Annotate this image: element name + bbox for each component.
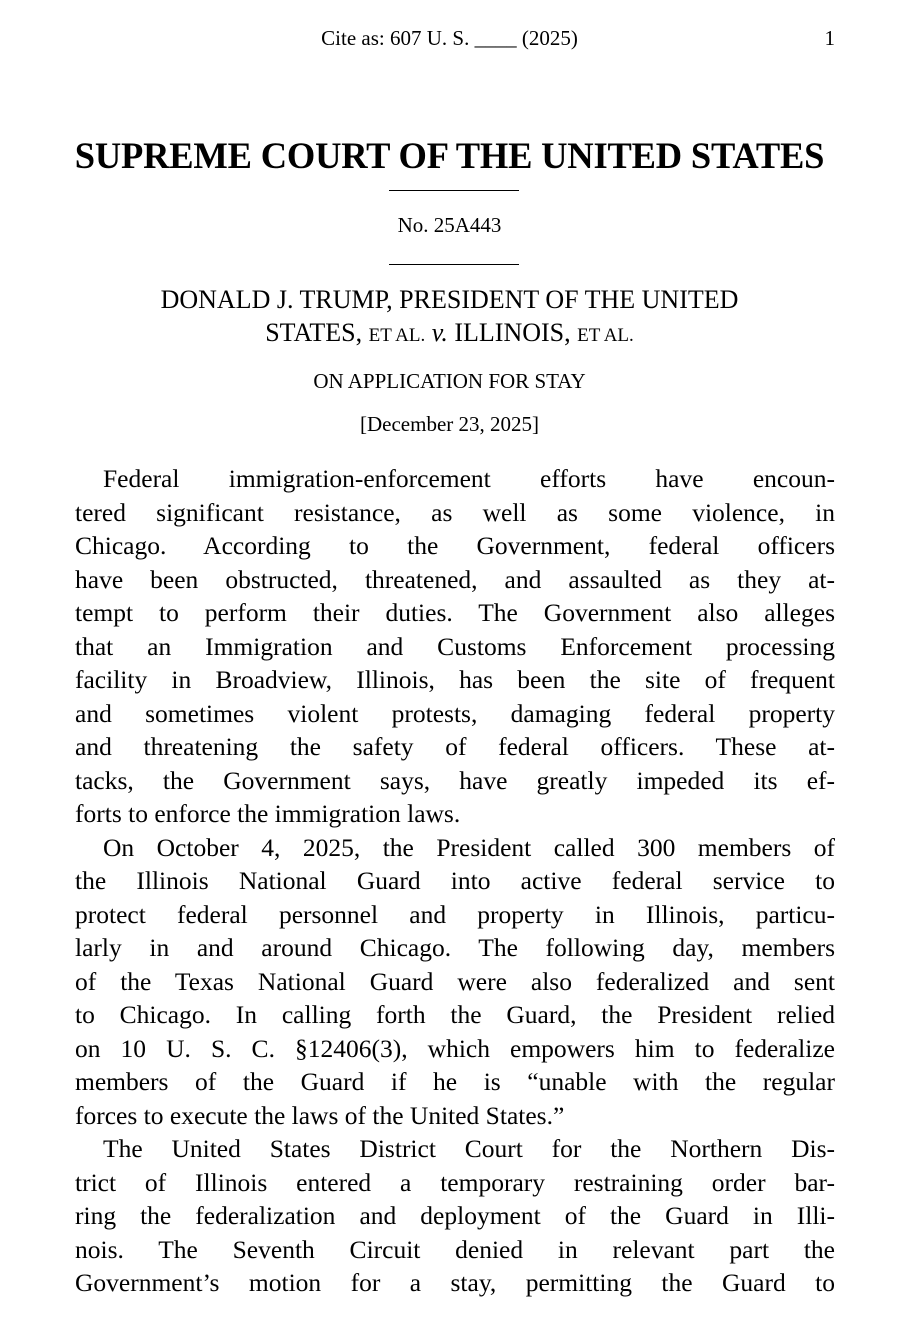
text-line: and sometimes violent protests, damaging federal property (75, 698, 835, 728)
caption-line-2 (0, 316, 899, 352)
text-line: tempt to perform their duties. The Government also alleges (75, 598, 835, 627)
decision-date: [December 23, 2025] (359, 412, 539, 436)
text-line: forts to enforce the immigration laws. (75, 799, 461, 828)
citation: Cite as: 607 U. S. ____ (2025) (321, 26, 578, 50)
text-line: tered significant resistance, as well as some violence, in (75, 497, 835, 527)
text-line: forces to execute the laws of the United States.” (75, 1100, 565, 1130)
text-line: and threatening the safety of federal officers. These at- (75, 732, 835, 761)
text-line: Federal immigration-enforcement efforts have encoun- (103, 464, 835, 493)
text-line: of the Texas National Guard were also federalized and sent (75, 966, 835, 996)
divider-rule (389, 190, 519, 191)
page-number: 1 (824, 26, 835, 50)
caption-line-1: DONALD J. TRUMP, PRESIDENT OF THE UNITED (160, 285, 739, 314)
text-line: on 10 U. S. C. §12406(3), which empowers him to federalize (75, 1033, 835, 1063)
text-line: The United States District Court for the Northern Dis- (103, 1134, 835, 1163)
case-caption (0, 283, 899, 352)
text-line: the Illinois National Guard into active federal service to (75, 866, 835, 895)
text-line: ring the federalization and deployment of the Guard in Illi- (75, 1201, 835, 1230)
text-line: nois. The Seventh Circuit denied in relevant part the (75, 1234, 835, 1264)
caption-et-al: ET AL. (368, 325, 426, 346)
text-line: members of the Guard if he is “unable with the regular (75, 1067, 835, 1096)
docket-number: No. 25A443 (397, 213, 502, 237)
text-line: that an Immigration and Customs Enforcement processing (75, 631, 835, 661)
divider-rule (389, 264, 519, 265)
text-line: Government’s motion for a stay, permitting the Guard to (75, 1268, 835, 1297)
text-line: protect federal personnel and property in Illinois, particu- (75, 899, 835, 929)
text-line: to Chicago. In calling forth the Guard, the President relied (75, 1000, 835, 1029)
paragraph (75, 1132, 835, 1300)
paragraph (75, 462, 835, 831)
caption-versus: v. (425, 318, 455, 347)
opinion-body (75, 462, 835, 1300)
caption-et-al: ET AL. (577, 325, 634, 346)
text-line: On October 4, 2025, the President called 300 members of (103, 832, 835, 862)
text-line: Chicago. According to the Government, federal officers (75, 531, 835, 560)
court-name: SUPREME COURT OF THE UNITED STATES (74, 135, 825, 176)
text-line: facility in Broadview, Illinois, has been the site of frequent (75, 665, 835, 694)
text-line: trict of Illinois entered a temporary restraining order bar- (75, 1167, 835, 1197)
caption-party: ILLINOIS, (454, 318, 578, 347)
text-line: larly in and around Chicago. The following day, members (75, 933, 835, 962)
caption-party: STATES, (265, 318, 369, 347)
application-type: ON APPLICATION FOR STAY (313, 369, 586, 393)
page-header (0, 26, 899, 56)
paragraph (75, 831, 835, 1133)
text-line: have been obstructed, threatened, and assaulted as they at- (75, 564, 835, 594)
text-line: tacks, the Government says, have greatly impeded its ef- (75, 765, 835, 795)
